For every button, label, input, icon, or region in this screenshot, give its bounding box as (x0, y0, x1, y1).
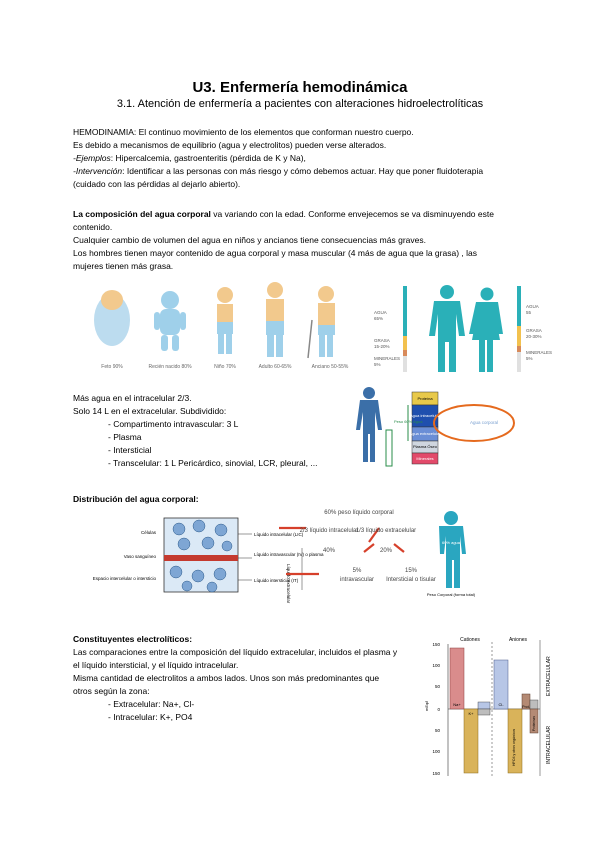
composition-line-3: Cualquier cambio de volumen del agua en niños y ancianos tiene consecuencias más graves. (73, 235, 426, 245)
bar-k (464, 709, 478, 773)
y-tick: 50 (434, 728, 440, 733)
it-label: Líquido intersticial (IT) (254, 578, 299, 583)
intracellular-block (73, 392, 317, 470)
list-item: - Intersticial (108, 445, 152, 455)
list-item: - Compartimento intravascular: 3 L (108, 419, 239, 429)
left-pct: 40% (322, 548, 336, 554)
male-agua-pct: 65% (374, 316, 384, 321)
list-item: - Transcelular: 1 L Pericárdico, sinovial, LCR, pleural, ... (108, 458, 318, 468)
person-top-label: 60% agua (441, 540, 461, 545)
female-minerales-label: MINERALES (526, 350, 553, 355)
extracellular-list (108, 418, 317, 470)
bar-label-hpo4: HPO4 y otros orgánicos (512, 728, 516, 766)
distribution-heading: Distribución del agua corporal: (73, 494, 199, 504)
electrolytes-heading: Constituyentes electrolíticos: (73, 634, 193, 644)
electrolytes-line-3: Misma cantidad de electrolitos a ambos lados. Unos son más predominantes que (73, 673, 380, 683)
list-item: - Intracelular: K+, PO4 (108, 712, 193, 722)
col-header-aniones: Aniones (508, 637, 528, 643)
female-minerales-pct: 5% (526, 356, 533, 361)
electrolytes-list (108, 698, 397, 724)
male-grasa-label: GRASA (374, 338, 390, 343)
y-tick: 100 (432, 749, 440, 754)
age-label-4: Anciano 50-55% (311, 364, 349, 370)
lic-label: Líquido intracelular (LIC) (254, 532, 304, 537)
col-header-cationes: Cationes (460, 637, 480, 643)
intracellular-line-1: Más agua en el intracelular 2/3. (73, 393, 192, 403)
person-bottom-label: Peso Corporal (forma total) (426, 592, 476, 597)
bar-label-proteinas: Proteínas (532, 716, 536, 731)
extracellular-vertical-label: Líquido extracelular (286, 564, 291, 604)
intro-line-2: Es debido a mecanismos de equilibrio (agua y electrolitos) pueden verse alterados. (73, 140, 387, 150)
right-node: 1/3 líquido extracelular (355, 528, 417, 534)
intro-block (73, 126, 483, 191)
top-label: 60% peso líquido corporal (324, 510, 394, 516)
bar-small-cation-2 (478, 709, 490, 715)
adult-figure (266, 282, 284, 357)
y-tick: 100 (432, 663, 440, 668)
intervencion-text: : Identificar a las personas con más riesgo y cómo debemos actuar. Hay que poner fluidoterapia (122, 166, 484, 176)
female-agua-pct: 55 (526, 310, 532, 315)
male-silhouette (429, 285, 465, 372)
male-minerales-label: MINERALES (374, 356, 401, 361)
box-label-proteina: Proteína (417, 396, 433, 401)
female-agua-label: AGUA (526, 304, 539, 309)
male-grasa-pct: 15-20% (374, 344, 390, 349)
age-label-0: Feto 90% (101, 364, 123, 370)
ejemplos-label: -Ejemplos (73, 153, 111, 163)
bar-label-cl: Cl- (498, 702, 504, 707)
composition-line-4: Los hombres tienen mayor contenido de agua corporal y masa muscular (4 más de agua que la grasa) , las (73, 248, 477, 258)
electrolytes-line-4: otros según la zona: (73, 686, 150, 696)
electrolytes-block (73, 633, 397, 724)
box-label-minerales: Minerales (416, 456, 434, 461)
right-pct: 20% (379, 548, 393, 554)
page-subtitle: 3.1. Atención de enfermería a pacientes con alteraciones hidroelectrolíticas (116, 98, 484, 110)
bar-other (530, 700, 538, 709)
bar-label-k: K+ (468, 711, 474, 716)
ejemplos-text: : Hipercalcemia, gastroenteritis (pérdida de K y Na), (110, 153, 306, 163)
bar-label-prot: Prot. (522, 705, 530, 709)
bar-na (450, 648, 464, 709)
oval-label: Agua corporal (469, 420, 499, 425)
electrolytes-line-1: Las comparaciones entre la composición del líquido extracelular, incluidos el plasma y (73, 647, 398, 657)
box-label-agua-extracelular: Agua extracelular (409, 431, 441, 436)
intro-intervencion-2: (cuidado con las pérdidas al dejarlo abierto). (73, 179, 241, 189)
elderly-figure (308, 286, 335, 358)
composition-line-2: contenido. (73, 222, 113, 232)
box-label-plasma: Plasma Óseo (412, 444, 438, 449)
age-label-1: Recién nacido 80% (148, 364, 192, 370)
composition-block (73, 208, 494, 273)
y-tick: 0 (437, 707, 440, 712)
peso-label: Peso 60% Agua (394, 419, 423, 424)
iv-label: Líquido intravascular (IV) o plasma (254, 552, 324, 557)
side-label-intracelular: INTRACELULAR (546, 725, 552, 764)
composition-line-1-rest: va variando con la edad. Conforme envejecemos se va disminuyendo este (210, 209, 494, 219)
y-tick: 150 (432, 642, 440, 647)
bottom-left-pct: 5% (352, 568, 362, 574)
fetus-figure (94, 290, 130, 346)
intervencion-label: -Intervención (73, 166, 123, 176)
child-figure (217, 287, 233, 354)
male-agua-label: AGUA (374, 310, 387, 315)
compartment-figure (356, 386, 546, 476)
age-label-3: Adulto 60-65% (258, 364, 292, 370)
intracellular-line-2: Solo 14 L en el extracelular. Subdividido: (73, 406, 227, 416)
person-figure (439, 511, 466, 588)
person-silhouette (356, 387, 382, 462)
female-grasa-pct: 20-30% (526, 334, 542, 339)
female-silhouette (469, 288, 503, 373)
cells-label: Células (140, 530, 156, 535)
composition-term: La composición del agua corporal (73, 209, 211, 219)
intro-line-1: HEMODINAMIA: El continuo movimiento de los elementos que conforman nuestro cuerpo. (73, 127, 414, 137)
composition-line-1 (73, 208, 494, 221)
bar-label-na: Na+ (453, 702, 461, 707)
intro-ejemplos (73, 152, 483, 165)
box-label-agua-intracelular: Agua intracelular (409, 413, 441, 418)
female-grasa-label: GRASA (526, 328, 542, 333)
list-item: - Extracelular: Na+, Cl- (108, 699, 195, 709)
vessel-label: Vaso sanguíneo (123, 554, 156, 559)
bottom-right-pct: 15% (404, 568, 418, 574)
distribution-figure (92, 504, 476, 604)
male-minerales-pct: 5% (374, 362, 381, 367)
side-label-extracelular: EXTRACELULAR (546, 656, 552, 696)
page-title: U3. Enfermería hemodinámica (192, 79, 408, 96)
y-tick: 50 (434, 684, 440, 689)
electrolyte-chart (420, 636, 560, 778)
left-node: 2/3 líquido intracelular (299, 528, 359, 534)
y-axis-label: mEq/l (424, 700, 429, 711)
gender-water-figure (370, 284, 560, 374)
bottom-left: intravascular (339, 577, 375, 583)
composition-line-5: mujeres tienen más grasa. (73, 261, 174, 271)
age-water-figure (82, 280, 364, 372)
bottom-right: Intersticial o tisular (386, 577, 436, 583)
baby-figure (154, 291, 186, 351)
interstitial-space-label: Espacio intercelular o intersticio (92, 576, 156, 581)
y-tick: 150 (432, 771, 440, 776)
age-label-2: Niño 70% (214, 364, 236, 370)
electrolytes-line-2: el líquido intersticial, y el líquido intracelular. (73, 660, 239, 670)
intro-intervencion (73, 165, 483, 178)
list-item: - Plasma (108, 432, 142, 442)
bar-small-cation (478, 702, 490, 709)
